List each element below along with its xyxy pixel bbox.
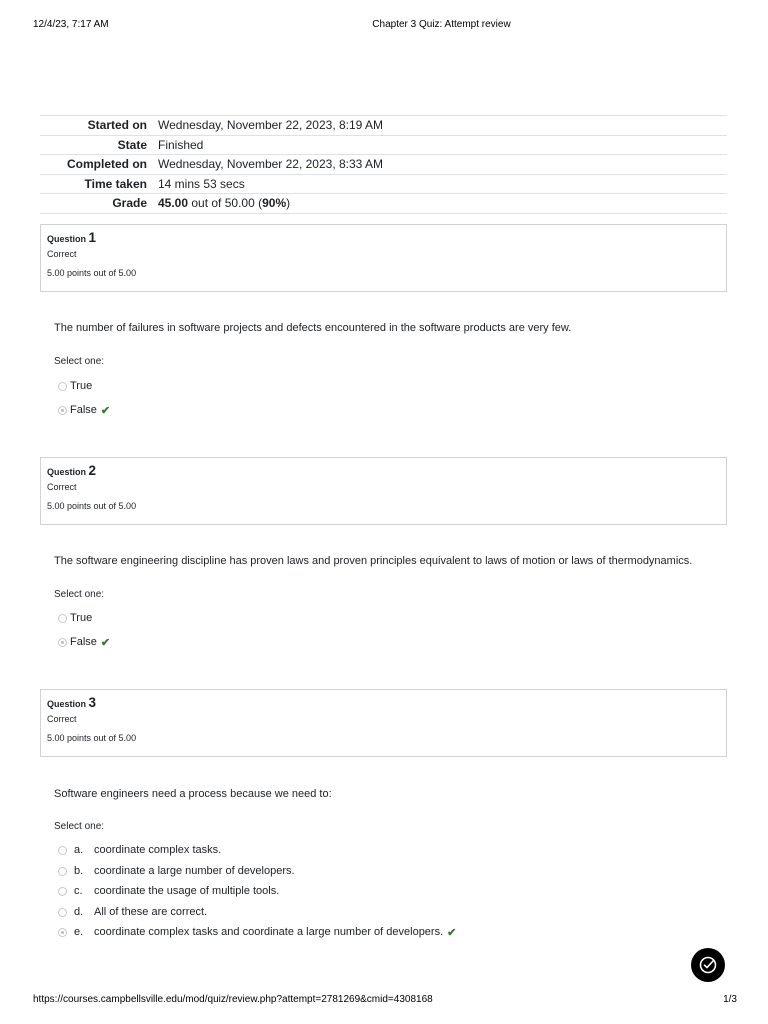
select-one-prompt: Select one:	[54, 356, 105, 367]
option-label: True	[70, 380, 93, 392]
radio-button[interactable]	[58, 846, 67, 855]
summary-label: Completed on	[67, 157, 147, 172]
print-header	[0, 0, 768, 40]
answer-option[interactable]	[58, 864, 295, 878]
radio-button[interactable]	[58, 908, 67, 917]
summary-value: Finished	[158, 137, 204, 152]
question-number	[47, 695, 720, 710]
answer-option[interactable]	[58, 403, 110, 417]
question-state: Correct	[47, 482, 77, 492]
radio-button-selected[interactable]	[58, 638, 67, 647]
summary-label: Started on	[87, 118, 147, 133]
question-grade: 5.00 points out of 5.00	[47, 733, 137, 743]
radio-button-selected[interactable]	[58, 928, 67, 937]
check-icon: ✔	[100, 636, 111, 649]
print-url: https://courses.campbellsville.edu/mod/quiz/review.php?attempt=2781269&cmid=4308168	[33, 994, 433, 1005]
question-text: The software engineering discipline has proven laws and proven principles equivalent to laws of motion or laws of thermodynamics.	[54, 555, 693, 567]
summary-value: Wednesday, November 22, 2023, 8:19 AM	[158, 118, 384, 133]
option-label: coordinate complex tasks and coordinate a large number of developers.	[94, 926, 444, 938]
option-letter: a.	[74, 844, 84, 856]
answer-option[interactable]	[58, 379, 92, 393]
question-grade: 5.00 points out of 5.00	[47, 268, 137, 278]
question-label: Question	[47, 467, 87, 477]
radio-button[interactable]	[58, 867, 67, 876]
question-num: 2	[88, 463, 97, 478]
check-icon: ✔	[100, 404, 111, 417]
summary-label: Time taken	[84, 176, 147, 191]
summary-value: Wednesday, November 22, 2023, 8:33 AM	[158, 157, 384, 172]
grade-mid: out of 50.00 (	[188, 196, 263, 211]
summary-value	[153, 194, 727, 214]
option-label: False	[70, 404, 97, 416]
option-label: False	[70, 636, 97, 648]
summary-row	[40, 194, 727, 214]
option-label: True	[70, 612, 93, 624]
option-letter: e.	[74, 926, 84, 938]
question-number	[47, 230, 720, 245]
summary-label: Grade	[112, 196, 147, 211]
question-num: 1	[88, 230, 97, 245]
print-title: Chapter 3 Quiz: Attempt review	[372, 19, 511, 30]
attempt-summary-table	[40, 115, 727, 214]
option-label: coordinate a large number of developers.	[94, 865, 295, 877]
question-info-1	[40, 224, 727, 292]
question-info-2	[40, 457, 727, 525]
question-label: Question	[47, 699, 87, 709]
summary-row	[40, 174, 727, 194]
option-letter: b.	[74, 865, 84, 877]
option-label: coordinate the usage of multiple tools.	[94, 885, 280, 897]
question-label: Question	[47, 234, 87, 244]
radio-button[interactable]	[58, 382, 67, 391]
option-label: coordinate complex tasks.	[94, 844, 222, 856]
question-grade: 5.00 points out of 5.00	[47, 501, 137, 511]
question-info-3	[40, 689, 727, 757]
question-text: Software engineers need a process because we need to:	[54, 788, 332, 800]
summary-label: State	[117, 137, 147, 152]
answer-option[interactable]	[58, 925, 456, 939]
summary-row	[40, 135, 727, 155]
summary-value: 14 mins 53 secs	[158, 176, 245, 191]
answer-option[interactable]	[58, 635, 110, 649]
check-circle-icon	[698, 955, 718, 975]
page-number: 1/3	[723, 994, 737, 1005]
grade-score: 45.00	[158, 196, 189, 211]
answer-option[interactable]	[58, 611, 92, 625]
answer-option[interactable]	[58, 905, 207, 919]
radio-button[interactable]	[58, 614, 67, 623]
grade-percent: 90%	[262, 196, 287, 211]
answer-option[interactable]	[58, 843, 221, 857]
question-number	[47, 463, 720, 478]
select-one-prompt: Select one:	[54, 589, 105, 600]
radio-button-selected[interactable]	[58, 406, 67, 415]
question-state: Correct	[47, 249, 77, 259]
option-letter: c.	[74, 885, 83, 897]
select-one-prompt: Select one:	[54, 821, 105, 832]
question-num: 3	[88, 695, 97, 710]
print-timestamp: 12/4/23, 7:17 AM	[33, 19, 109, 30]
summary-row	[40, 116, 727, 136]
check-icon: ✔	[447, 926, 457, 939]
answer-option[interactable]	[58, 884, 279, 898]
option-letter: d.	[74, 906, 84, 918]
question-text: The number of failures in software projects and defects encountered in the software products are very few.	[54, 322, 572, 334]
radio-button[interactable]	[58, 887, 67, 896]
summary-row	[40, 155, 727, 175]
check-circle-button[interactable]	[691, 948, 725, 982]
question-state: Correct	[47, 714, 77, 724]
grade-end: )	[286, 196, 291, 211]
option-label: All of these are correct.	[94, 906, 208, 918]
